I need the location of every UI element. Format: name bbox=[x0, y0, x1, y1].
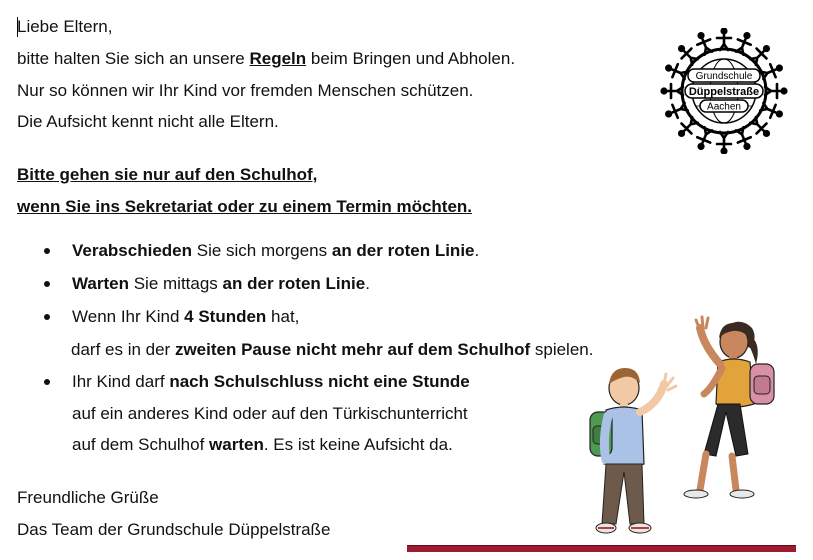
signature: Das Team der Grundschule Düppelstraße bbox=[17, 520, 331, 539]
girl-figure bbox=[684, 317, 774, 498]
bullet-dot bbox=[44, 314, 50, 320]
bullet-dot bbox=[44, 379, 50, 385]
logo-text-city: Aachen bbox=[707, 101, 741, 113]
logo-text-school: Grundschule bbox=[695, 71, 753, 82]
rule-item-four-hours: Wenn Ihr Kind 4 Stunden hat, bbox=[72, 307, 300, 326]
rule-item-wait: Warten Sie mittags an der roten Linie. bbox=[72, 274, 370, 293]
rule-item-four-hours-cont: darf es in der zweiten Pause nicht mehr auf dem Schulhof spielen. bbox=[71, 340, 594, 359]
protect-line: Nur so können wir Ihr Kind vor fremden Menschen schützen. bbox=[17, 81, 474, 100]
rule-item-after-school-cont: auf ein anderes Kind oder auf den Türkischunterricht bbox=[72, 404, 468, 423]
greeting: Liebe Eltern, bbox=[17, 17, 113, 36]
logo-figure bbox=[717, 28, 731, 50]
logo-figure bbox=[765, 84, 788, 98]
boy-figure bbox=[590, 368, 676, 533]
notice-line-1: Bitte gehen sie nur auf den Schulhof, bbox=[17, 165, 318, 184]
bullet-dot bbox=[44, 281, 50, 287]
school-logo bbox=[658, 28, 790, 154]
closing: Freundliche Grüße bbox=[17, 488, 159, 507]
children-illustration bbox=[582, 312, 782, 544]
supervision-line: Die Aufsicht kennt nicht alle Eltern. bbox=[17, 112, 279, 131]
intro-line: bitte halten Sie sich an unsere Regeln beim Bringen und Abholen. bbox=[17, 49, 516, 68]
red-divider-line bbox=[407, 545, 796, 552]
logo-text-street: Düppelstraße bbox=[688, 86, 760, 98]
rule-item-after-school-end: auf dem Schulhof warten. Es ist keine Aufsicht da. bbox=[72, 435, 453, 454]
bullet-dot bbox=[44, 248, 50, 254]
rule-item-after-school: Ihr Kind darf nach Schulschluss nicht eine Stunde bbox=[72, 372, 470, 391]
rule-item-goodbye: Verabschieden Sie sich morgens an der roten Linie. bbox=[72, 241, 480, 260]
rules-emphasis: Regeln bbox=[249, 49, 307, 68]
logo-figure bbox=[717, 132, 731, 154]
logo-figure bbox=[660, 84, 683, 98]
notice-line-2: wenn Sie ins Sekretariat oder zu einem Termin möchten. bbox=[17, 197, 473, 216]
